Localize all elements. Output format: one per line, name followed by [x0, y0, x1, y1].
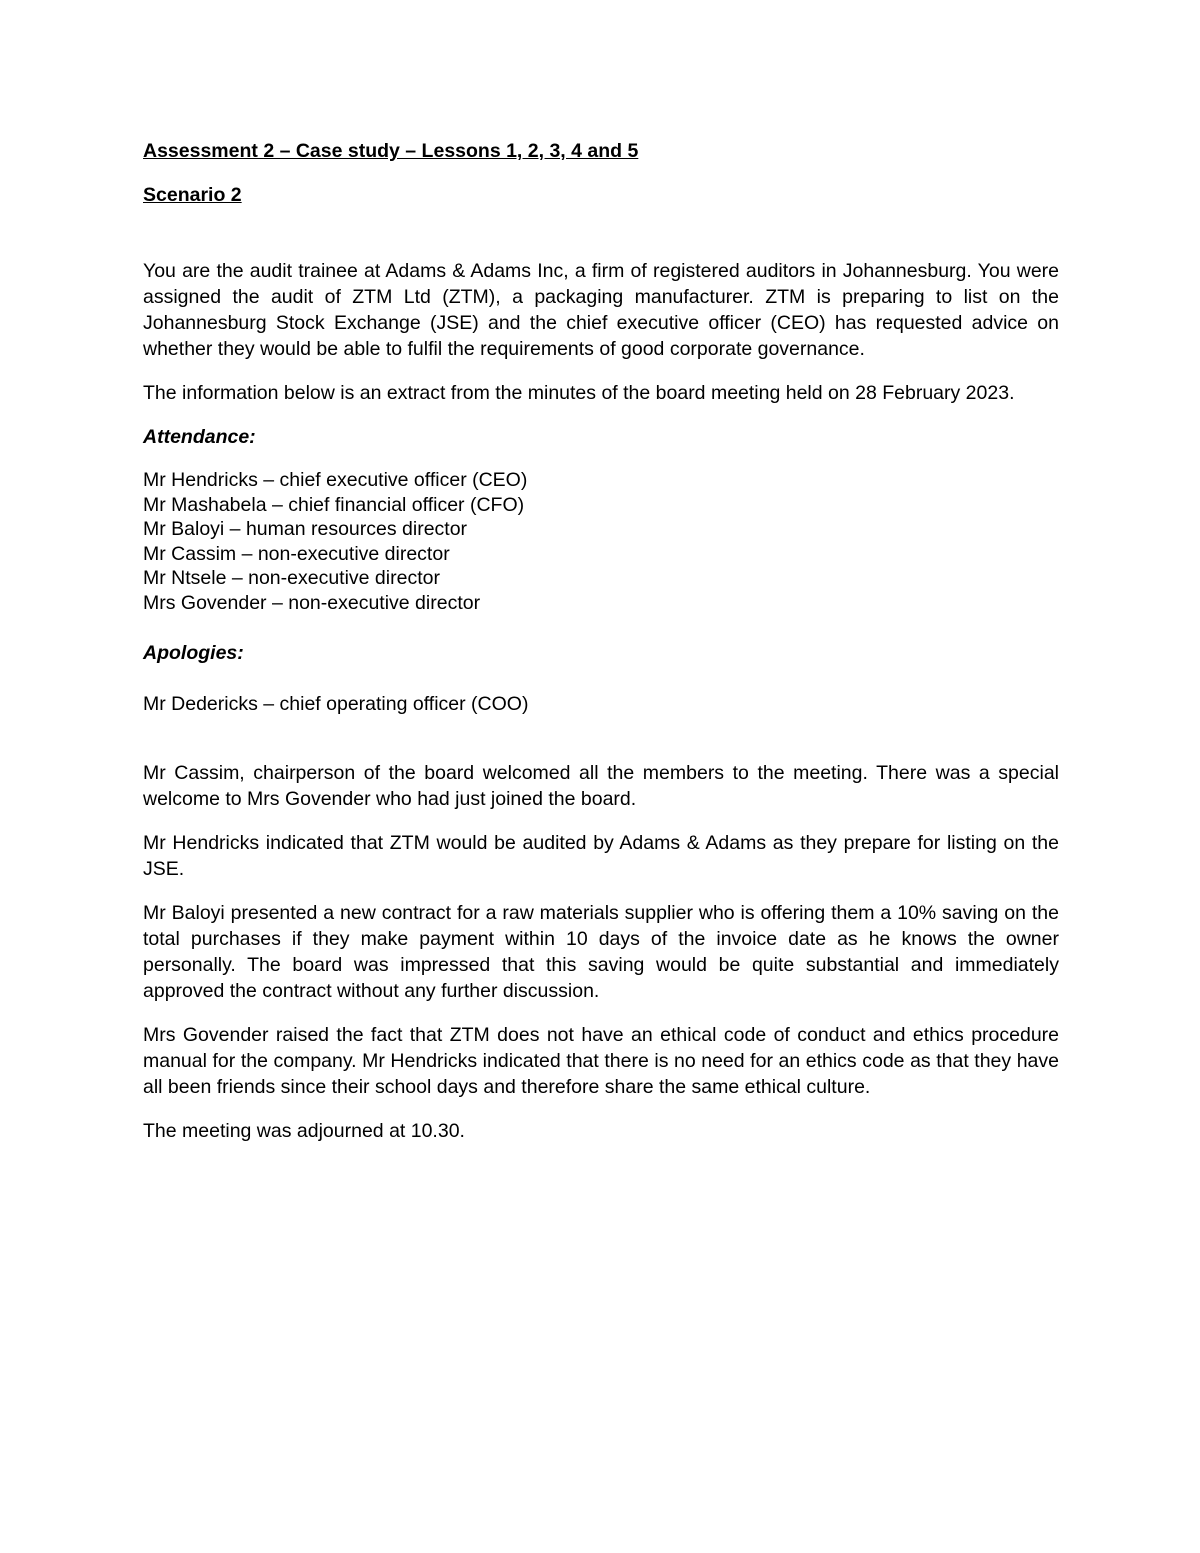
attendance-list: [143, 468, 1059, 615]
adjourned-paragraph: The meeting was adjourned at 10.30.: [143, 1120, 465, 1142]
contract-paragraph: Mr Baloyi presented a new contract for a raw materials supplier who is offering them a 10% saving on the total purchases if they make payment within 10 days of the invoice date as he knows the owner personally. The board was impressed that this saving would be quite substantial and immediately approved the contract without any further discussion.: [143, 902, 1059, 1002]
attendance-heading: Attendance:: [143, 426, 256, 448]
attendance-item: Mr Baloyi – human resources director: [143, 518, 468, 540]
ethics-paragraph: Mrs Govender raised the fact that ZTM does not have an ethical code of conduct and ethics procedure manual for the company. Mr Hendricks indicated that there is no need for an ethics code as that they have all been friends since their school days and therefore share the same ethical culture.: [143, 1024, 1059, 1098]
audit-paragraph: Mr Hendricks indicated that ZTM would be audited by Adams & Adams as they prepare for listing on the JSE.: [143, 832, 1059, 880]
document-subtitle: Scenario 2: [143, 184, 242, 206]
apologies-list: [143, 691, 1059, 717]
attendance-item: Mr Mashabela – chief financial officer (CFO): [143, 493, 525, 516]
apologies-heading: Apologies:: [143, 642, 244, 664]
document-page: [143, 138, 1059, 1144]
apologies-item: Mr Dedericks – chief operating officer (COO): [143, 693, 529, 715]
attendance-item: Mrs Govender – non-executive director: [143, 591, 481, 614]
minutes-intro-paragraph: The information below is an extract from the minutes of the board meeting held on 28 February 2023.: [143, 382, 1015, 404]
document-title: Assessment 2 – Case study – Lessons 1, 2, 3, 4 and 5: [143, 140, 639, 162]
intro-paragraph: You are the audit trainee at Adams & Adams Inc, a firm of registered auditors in Johannesburg. You were assigned the audit of ZTM Ltd (ZTM), a packaging manufacturer. ZTM is preparing to list on the Johannesburg Stock Exchange (JSE) and the chief executive officer (CEO) has requested advice on whether they would be able to fulfil the requirements of good corporate governance.: [143, 260, 1059, 360]
attendance-item: Mr Hendricks – chief executive officer (CEO): [143, 469, 528, 491]
welcome-paragraph: Mr Cassim, chairperson of the board welcomed all the members to the meeting. There was a special welcome to Mrs Govender who had just joined the board.: [143, 762, 1059, 810]
attendance-item: Mr Ntsele – non-executive director: [143, 567, 440, 589]
attendance-item: Mr Cassim – non-executive director: [143, 542, 450, 565]
